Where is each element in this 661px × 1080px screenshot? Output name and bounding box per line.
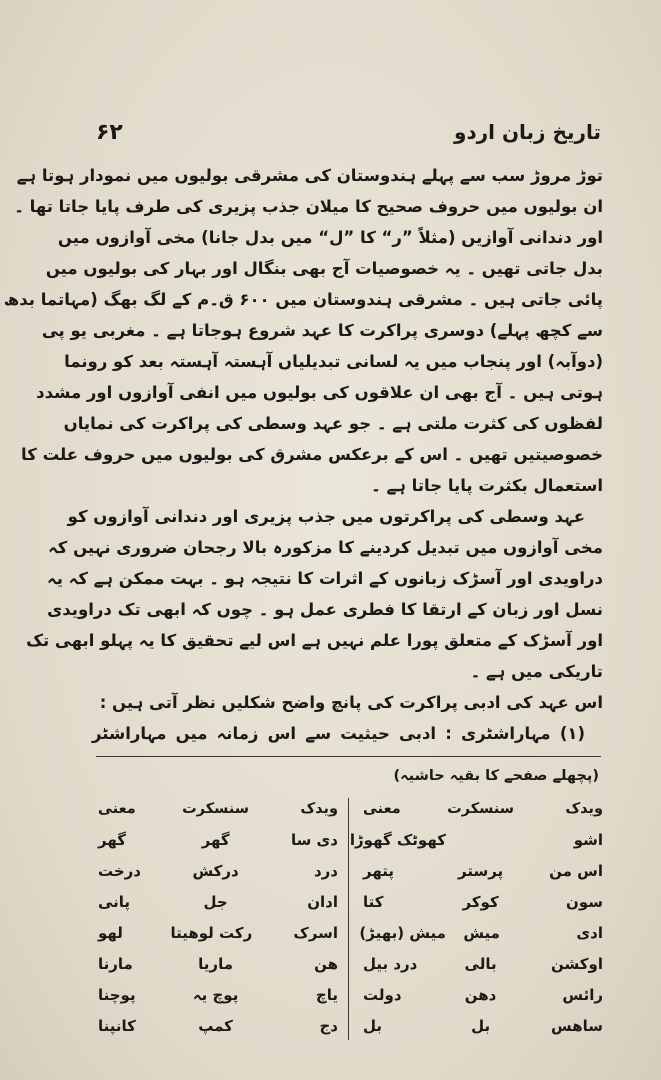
cell: درد [313, 862, 338, 880]
cell: ادان [307, 893, 338, 911]
cell [446, 825, 517, 856]
cell: پوچ یہ [192, 986, 239, 1004]
cell: اسرک [293, 924, 338, 942]
header-cell: سنسکرت [447, 801, 515, 817]
left-word-table [94, 794, 338, 1044]
cell: دولت [362, 986, 402, 1004]
right-word-table [349, 794, 603, 1044]
cell: میش (بھیڑ) [359, 924, 446, 942]
table-row [94, 1011, 338, 1042]
cell: درخت [97, 862, 142, 880]
body-line: توڑ مروڑ سب سے پہلے ہندوستان کی مشرقی بولیوں میں نمودار ہوتا ہے [16, 166, 603, 185]
body-line: سے کچھ پہلے) دوسری پراکرت کا عہد شروع ہوجاتا ہے ۔ مغربی یو پی [41, 321, 603, 340]
cell: کانپنا [97, 1017, 136, 1035]
table-row [359, 949, 603, 980]
table-row [94, 980, 338, 1011]
body-line: دراویدی اور آسڑک زبانوں کے اثرات کا نتیجہ ہو ۔ بہت ممکن ہے کہ یہ [47, 569, 603, 588]
cell: پرستر [458, 862, 504, 880]
body-line: استعمال بکثرت پایا جاتا ہے ۔ [371, 476, 603, 495]
header-cell: معنی [97, 801, 136, 817]
cell: ادی [576, 924, 603, 942]
cell: میش [463, 924, 500, 942]
cell: اشو [573, 831, 603, 849]
body-line: (دوآبہ) اور پنجاب میں یہ لسانی تبدیلیاں آہستہ آہستہ بعد کو رونما [64, 352, 603, 371]
cell: مارنا [97, 955, 133, 973]
body-line: عہد وسطی کی پراکرتوں میں جذب پزیری اور دندانی آوازوں کو [67, 507, 585, 526]
body-line: لفظوں کی کثرت ملتی ہے ۔ جو عہد وسطی کی پراکرت کی نمایاں [63, 414, 603, 433]
footnote-heading: (پچھلے صفحے کا بقیہ حاشیہ) [393, 768, 599, 784]
cell: کوکر [462, 893, 499, 911]
body-line: بدل جاتی تھیں ۔ یہ خصوصیات آج بھی بنگال اور بہار کی بولیوں میں [45, 259, 603, 278]
body-line: اور آسڑک کے متعلق پورا علم نہیں ہے اس لیے تحقیق کا یہ پہلو ابھی تک [26, 631, 603, 650]
header-cell: ویدک [565, 801, 603, 817]
table-row [94, 856, 338, 887]
table-row [94, 949, 338, 980]
cell: دج [319, 1017, 338, 1035]
body-line: پائی جاتی ہیں ۔ مشرقی ہندوستان میں ۶۰۰ ق۔م کے لگ بھگ (مہاتما بدھ [3, 290, 603, 309]
cell: بل [362, 1017, 383, 1035]
body-line: اس عہد کی ادبی پراکرت کی پانچ واضح شکلیں نظر آتی ہیں : [99, 693, 603, 712]
cell: گھر [201, 831, 230, 849]
table-row [94, 887, 338, 918]
page-number: ۶۲ [96, 119, 123, 145]
cell: یاچ [315, 986, 338, 1004]
cell: پانی [97, 893, 131, 911]
table-row [359, 980, 603, 1011]
cell: پوچنا [97, 986, 136, 1004]
header-cell: ویدک [300, 801, 338, 817]
cell: درکش [192, 862, 239, 880]
cell: گھر [97, 831, 126, 849]
running-title: تاریخ زبان اردو [453, 120, 601, 144]
header-cell: سنسکرت [182, 801, 250, 817]
table-row [94, 825, 338, 856]
cell: کتا [362, 893, 384, 911]
table-row [349, 825, 603, 856]
cell: رائس [562, 986, 603, 1004]
cell: پتھر [362, 862, 394, 880]
body-line: مخی آوازوں میں تبدیل کردینے کا مزکورہ بالا رجحان ضروری نہیں کہ [48, 538, 603, 557]
body-line: خصوصیتیں تھیں ۔ اس کے برعکس مشرق کی بولیوں میں حروف علت کا [21, 445, 603, 464]
body-line: اور دندانی آوازیں (مثلاً ”ر“ کا ”ل“ میں بدل جانا) مخی آوازوں میں [57, 228, 603, 247]
table-header [94, 794, 338, 825]
column-divider [348, 798, 349, 1040]
cell: سون [566, 893, 603, 911]
cell: بل [471, 1017, 491, 1035]
cell: بالی [464, 955, 497, 973]
table-row [359, 887, 603, 918]
cell: درد بیل [362, 955, 418, 973]
table-row [94, 918, 338, 949]
table-row [359, 856, 603, 887]
cell: ھن [314, 955, 338, 973]
cell: جل [203, 893, 228, 911]
cell: دھن [464, 986, 497, 1004]
cell: کھوٹک گھوڑا [349, 831, 446, 849]
cell: دی سا [290, 831, 338, 849]
table-header [359, 794, 603, 825]
page-header [96, 112, 601, 152]
body-line: ہوتی ہیں ۔ آج بھی ان علاقوں کی بولیوں میں انفی آوازوں اور مشدد [36, 383, 603, 402]
cell: ماریا [198, 955, 233, 973]
cell: اوکشن [551, 955, 603, 973]
footnote-tables [94, 794, 603, 1044]
cell: لھو [98, 924, 123, 942]
table-row [359, 918, 603, 949]
cell: ساھس [551, 1017, 603, 1035]
table-row [359, 1011, 603, 1042]
cell: رکت لوھیتا [170, 924, 253, 942]
body-line: تاریکی میں ہے ۔ [470, 662, 603, 681]
cell: اس من [549, 862, 603, 880]
body-text [3, 160, 603, 749]
body-line: نسل اور زبان کے ارتقا کا فطری عمل ہو ۔ چوں کہ ابھی تک دراویدی [47, 600, 603, 619]
footnote-separator [96, 756, 601, 757]
cell: کمپ [198, 1017, 233, 1035]
body-line: (۱) مہاراشٹری : ادبی حیثیت سے اس زمانہ میں مہاراشٹر [92, 724, 585, 743]
header-cell: معنی [362, 801, 401, 817]
body-line: ان بولیوں میں حروف صحیح کا میلان جذب پزیری کی طرف پایا جاتا تھا ۔ [14, 197, 603, 216]
